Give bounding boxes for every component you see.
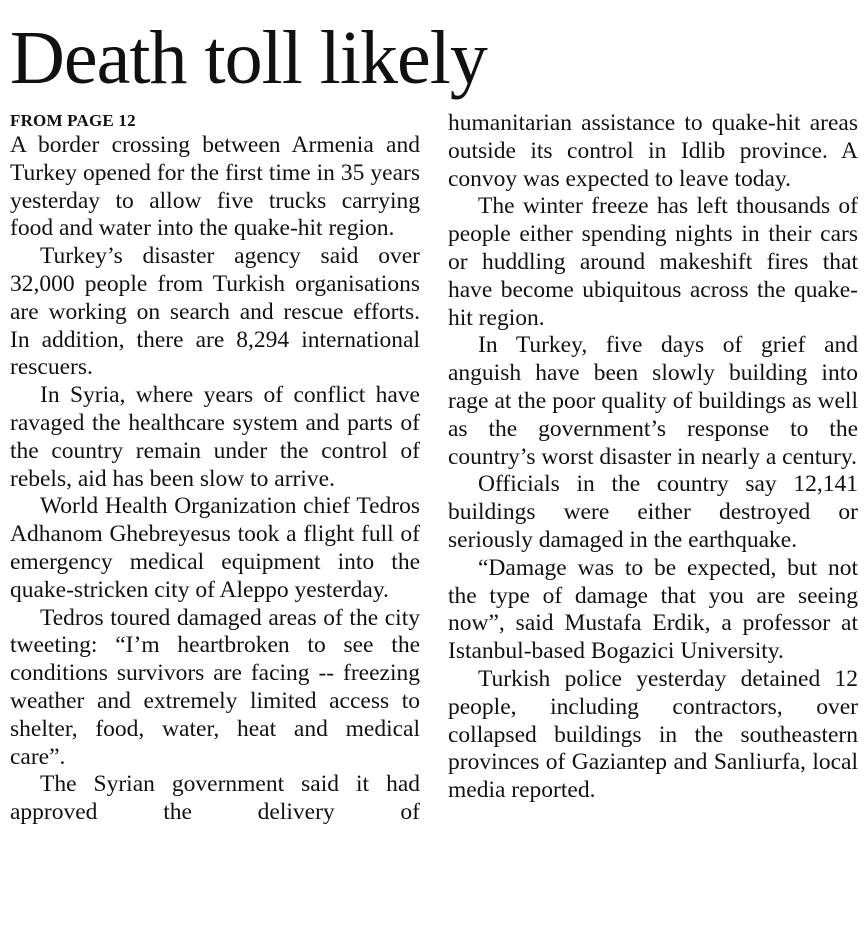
- paragraph: Officials in the country say 12,141 buildings were either destroyed or seriously damaged in the earthquake.: [448, 471, 858, 553]
- paragraph: Turkey’s disaster agency said over 32,000 people from Turkish organisations are working on search and rescue efforts. In addition, there are 8,294 international rescuers.: [10, 243, 420, 381]
- paragraph: Turkish police yesterday detained 12 people, including contractors, over collapsed buildings in the southeastern provinces of Gaziantep and Sanliurfa, local media reported.: [448, 665, 858, 804]
- paragraph: World Health Organization chief Tedros Adhanom Ghebreyesus took a flight full of emergency medical equipment into the quake-stricken city of Aleppo yesterday.: [10, 493, 420, 603]
- paragraph: “Damage was to be expected, but not the type of damage that you are seeing now”, said Mustafa Erdik, a professor at Istanbul-based Bogazici University.: [448, 554, 858, 665]
- paragraph: Tedros toured damaged areas of the city tweeting: “I’m heartbroken to see the conditions survivors are facing -- freezing weather and extremely limited access to shelter, food, water, heat and medical care”.: [10, 604, 420, 770]
- paragraph: A border crossing between Armenia and Turkey opened for the first time in 35 years yesterday to allow five trucks carrying food and water into the quake-hit region.: [10, 132, 420, 242]
- paragraph: In Turkey, five days of grief and anguish have been slowly building into rage at the poor quality of buildings as well as the government’s response to the country’s worst disaster in nearly a century.: [448, 332, 858, 470]
- article-column-right: [448, 110, 858, 805]
- paragraph: The Syrian government said it had approved the delivery of: [10, 771, 420, 826]
- paragraph: The winter freeze has left thousands of people either spending nights in their cars or huddling around makeshift fires that have become ubiquitous across the quake-hit region.: [448, 193, 858, 331]
- headline: Death toll likely: [10, 16, 487, 100]
- paragraph: In Syria, where years of conflict have ravaged the healthcare system and parts of the country remain under the control of rebels, aid has been slow to arrive.: [10, 382, 420, 492]
- paragraph: humanitarian assistance to quake-hit areas outside its control in Idlib province. A convoy was expected to leave today.: [448, 110, 858, 192]
- continuation-kicker: FROM PAGE 12: [10, 111, 136, 130]
- article-column-left: [10, 110, 420, 827]
